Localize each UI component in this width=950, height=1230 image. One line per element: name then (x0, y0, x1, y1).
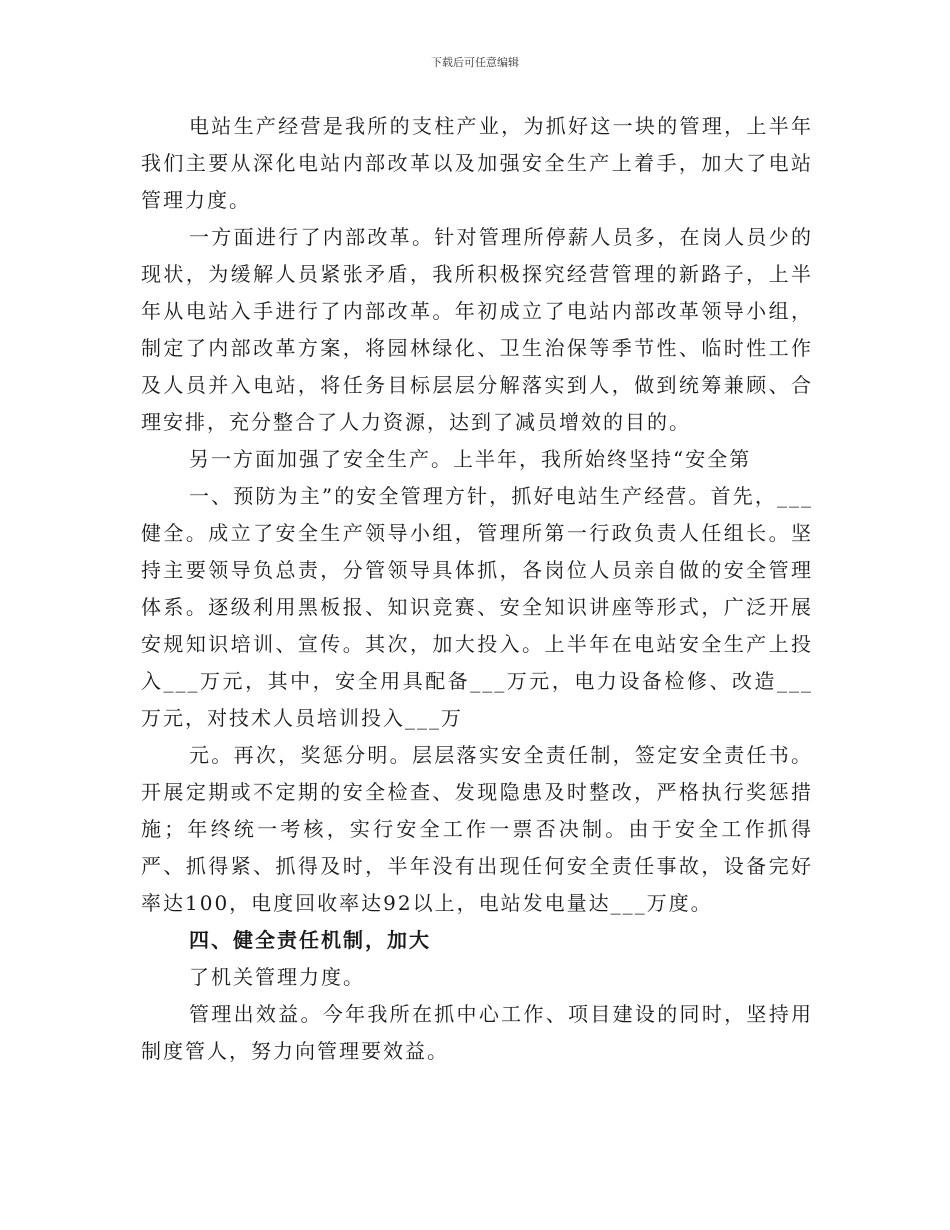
paragraph-internal-reform: 一方面进行了内部改革。针对管理所停薪人员多，在岗人员少的现状，为缓解人员紧张矛盾，我所积极探究经营管理的新路子，上半年从电站入手进行了内部改革。年初成立了电站内部改革领导小组，制定了内部改革方案，将园林绿化、卫生治保等季节性、临时性工作及人员并入电站，将任务目标层层分解落实到人，做到统筹兼顾、合理安排，充分整合了人力资源，达到了减员增效的目的。 (141, 225, 813, 434)
page-header: 下载后可任意编辑 (431, 56, 519, 69)
paragraph-rewards-penalties: 元。再次，奖惩分明。层层落实安全责任制，签定安全责任书。开展定期或不定期的安全检查、发现隐患及时整改，严格执行奖惩措施；年终统一考核，实行安全工作一票否决制。由于安全工作抓得严、抓得紧、抓得及时，半年没有出现任何安全责任事故，设备完好率达100，电度回收率达92以上，电站发电量达___万度。 (141, 743, 813, 915)
paragraph-power-station-intro: 电站生产经营是我所的支柱产业，为抓好这一块的管理，上半年我们主要从深化电站内部改革以及加强安全生产上着手，加大了电站管理力度。 (141, 114, 813, 212)
document-body (141, 108, 813, 1070)
paragraph-management-benefit: 管理出效益。今年我所在抓中心工作、项目建设的同时，坚持用制度管人，努力向管理要效益。 (141, 1002, 813, 1063)
paragraph-safety-policy: 一、预防为主”的安全管理方针，抓好电站生产经营。首先，___健全。成立了安全生产领导小组，管理所第一行政负责人任组长。坚持主要领导负总责，分管领导具体抓，各岗位人员亲自做的安全管理体系。逐级利用黑板报、知识竞赛、安全知识讲座等形式，广泛开展安规知识培训、宣传。其次，加大投入。上半年在电站安全生产上投入___万元，其中，安全用具配备___万元，电力设备检修、改造___万元，对技术人员培训投入___万 (141, 484, 813, 730)
paragraph-management-strength: 了机关管理力度。 (189, 965, 365, 989)
paragraph-safety-production-start: 另一方面加强了安全生产。上半年，我所始终坚持“安全第 (189, 447, 752, 471)
section-heading-responsibility: 四、健全责任机制，加大 (189, 928, 431, 952)
